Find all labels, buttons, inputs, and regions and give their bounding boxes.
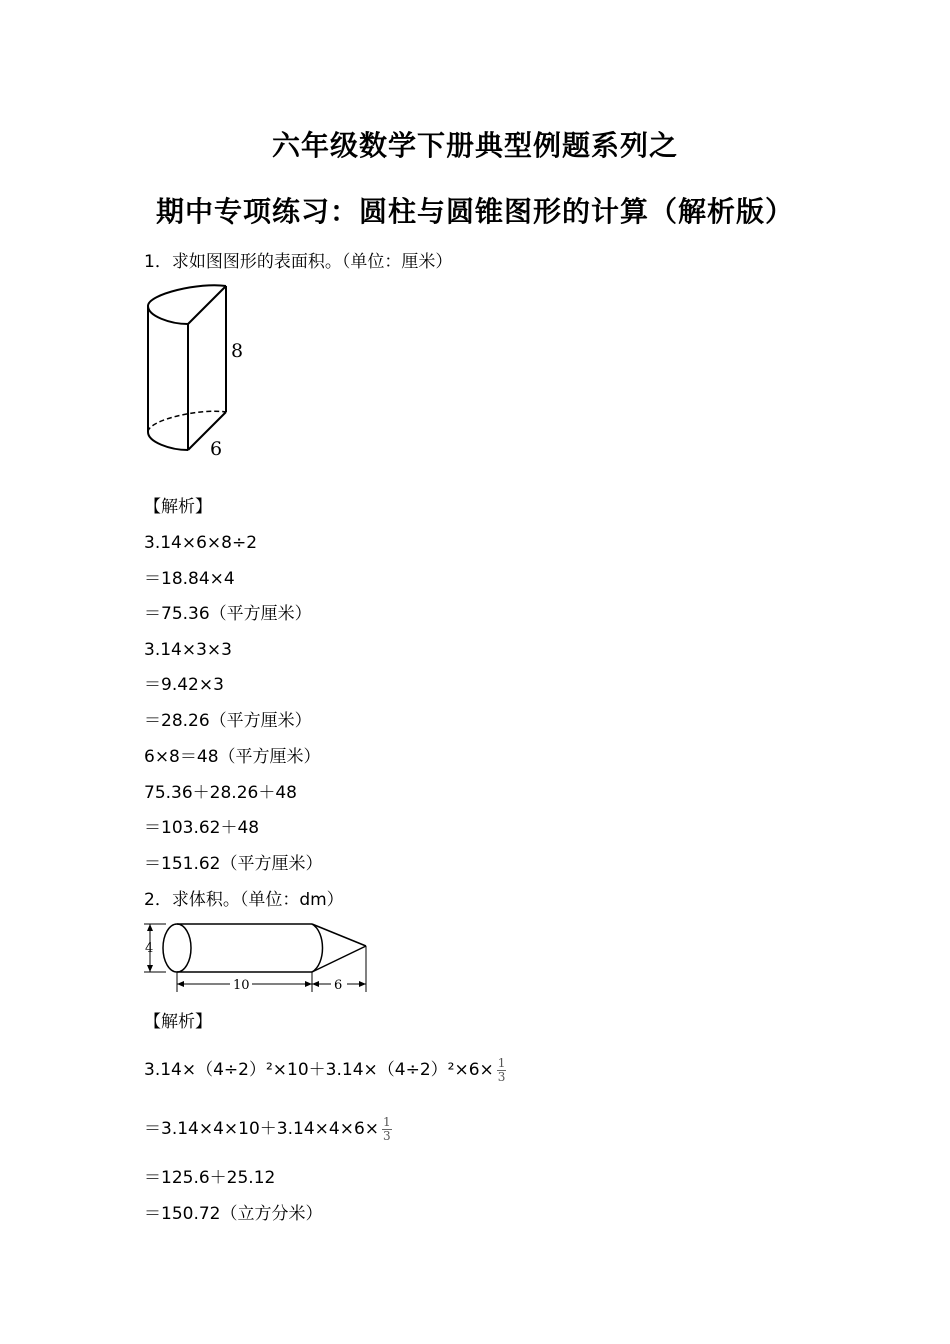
fraction-one-third: $\frac{1}{3}$: [383, 1114, 391, 1143]
q2-step-2: [144, 1113, 392, 1145]
height-label: 8: [231, 340, 244, 362]
cylinder-length-label: 10: [233, 978, 250, 993]
q1-step-4: 3.14×3×3: [144, 640, 232, 660]
q1-step-6: ＝28.26（平方厘米）: [144, 711, 312, 731]
question-1: 1．求如图图形的表面积。（单位：厘米）: [144, 252, 453, 272]
fraction-one-third: $\frac{1}{3}$: [497, 1055, 506, 1084]
right-base-arc: [312, 924, 323, 972]
q2-step-1-text: 3.14×（4÷2）²×10＋3.14×（4÷2）²×6×: [144, 1060, 494, 1080]
top-arc: [148, 285, 226, 324]
q1-step-9: ＝103.62＋48: [144, 818, 260, 838]
title-line-2: 期中专项练习：圆柱与圆锥图形的计算（解析版）: [155, 195, 794, 228]
q1-step-3: ＝75.36（平方厘米）: [144, 604, 312, 624]
q1-step-1: 3.14×6×8÷2: [144, 533, 258, 553]
q1-step-2: ＝18.84×4: [144, 569, 235, 589]
cylinder-cone-figure: [140, 918, 375, 998]
cone-length-label: 6: [334, 978, 343, 993]
title-line-1: 六年级数学下册典型例题系列之: [271, 129, 678, 162]
q2-step-4: ＝150.72（立方分米）: [144, 1204, 323, 1224]
q1-step-5: ＝9.42×3: [144, 675, 224, 695]
question-2: 2．求体积。（单位：dm）: [144, 890, 344, 910]
q1-step-10: ＝151.62（平方厘米）: [144, 854, 323, 874]
q2-step-3: ＝125.6＋25.12: [144, 1168, 276, 1188]
analysis-label-2: 【解析】: [144, 1012, 212, 1032]
analysis-label-1: 【解析】: [144, 497, 212, 517]
diameter-label: 6: [210, 438, 223, 460]
half-cylinder-figure: [140, 280, 260, 465]
top-diameter: [188, 286, 226, 324]
q2-step-2-text: ＝3.14×4×10＋3.14×4×6×: [144, 1119, 380, 1139]
q1-step-8: 75.36＋28.26＋48: [144, 783, 297, 803]
q2-step-1: [144, 1054, 506, 1086]
diameter-label: 4: [145, 941, 154, 956]
q1-step-7: 6×8＝48（平方厘米）: [144, 747, 321, 767]
bottom-front-arc: [148, 432, 188, 450]
left-base: [163, 924, 191, 972]
